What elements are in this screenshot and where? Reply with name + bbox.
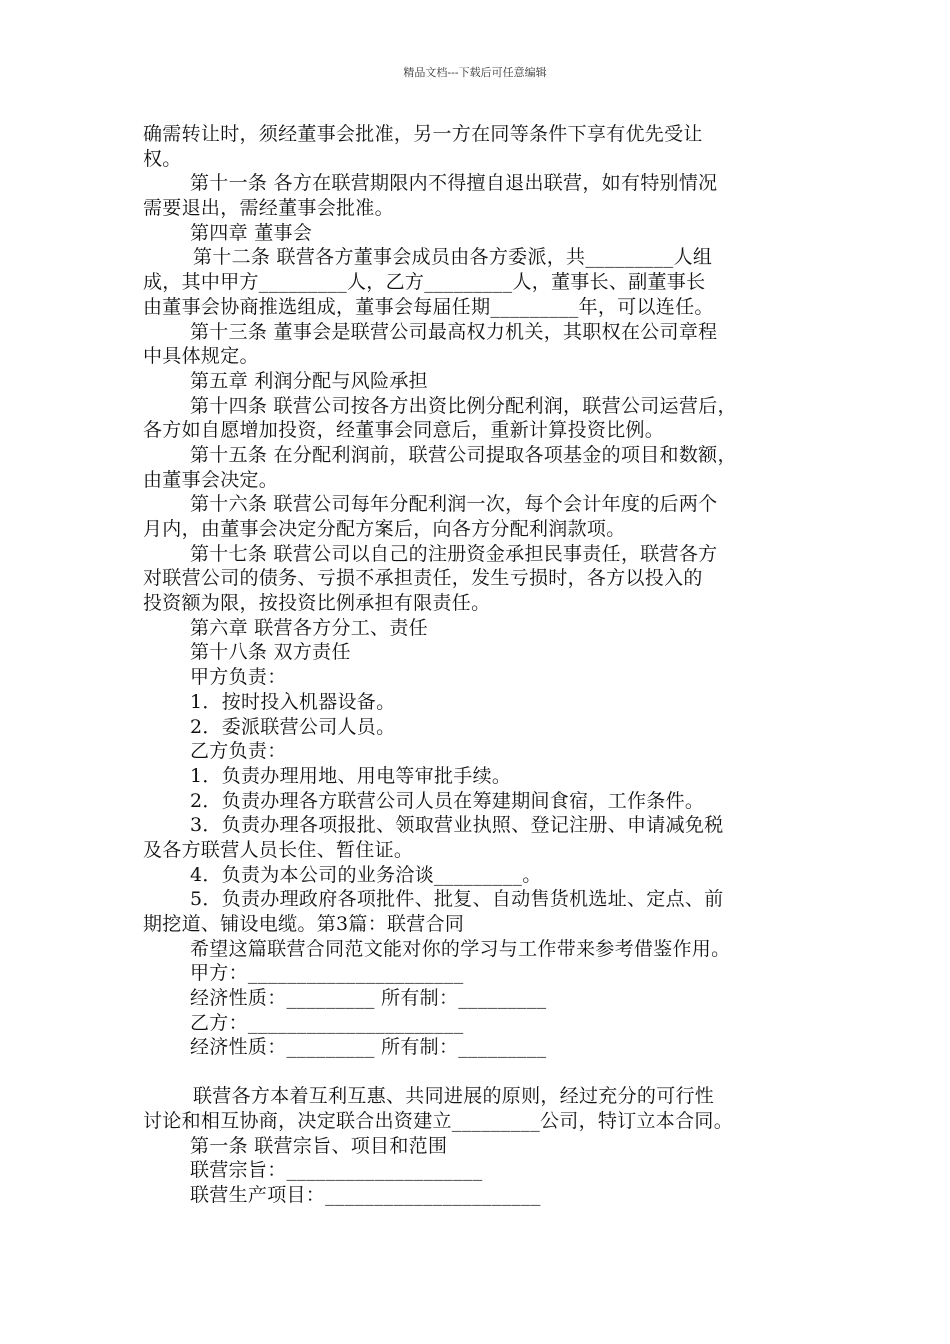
paragraph-line: 希望这篇联营合同范文能对你的学习与工作带来参考借鉴作用。: [190, 937, 731, 960]
paragraph-line: 对联营公司的债务、亏损不承担责任，发生亏损时，各方以投入的: [143, 567, 703, 590]
paragraph-line: 第六章 联营各方分工、责任: [190, 616, 428, 639]
paragraph-line: 确需转让时，须经董事会批准，另一方在同等条件下享有优先受让: [143, 123, 703, 145]
paragraph-line: 经济性质：_________ 所有制：_________: [190, 987, 547, 1010]
document-body: [143, 122, 815, 1208]
paragraph-line: 联营生产项目：______________________: [190, 1183, 541, 1206]
paragraph-line: 经济性质：_________ 所有制：_________: [190, 1036, 547, 1059]
paragraph-line: 第十六条 联营公司每年分配利润一次，每个会计年度的后两个: [190, 493, 718, 516]
paragraph-line: 1．负责办理用地、用电等审批手续。: [190, 764, 512, 787]
paragraph-line: 第十七条 联营公司以自己的注册资金承担民事责任，联营各方: [190, 542, 718, 565]
paragraph-line: 由董事会决定。: [143, 468, 279, 491]
paragraph-line: 甲方负责：: [190, 666, 287, 689]
paragraph-line: 第十八条 双方责任: [190, 641, 351, 664]
paragraph-line: 5．负责办理政府各项批件、批复、自动售货机选址、定点、前: [190, 888, 724, 911]
paragraph-line: 2．委派联营公司人员。: [190, 715, 396, 738]
paragraph-line: 4．负责为本公司的业务洽谈_________。: [190, 863, 542, 886]
paragraph-line: 甲方：______________________: [190, 962, 464, 985]
paragraph-line: 3．负责办理各项报批、领取营业执照、登记注册、申请减免税: [190, 814, 724, 837]
paragraph-line: 2．负责办理各方联营公司人员在筹建期间食宿，工作条件。: [190, 789, 705, 812]
paragraph-line: 第十四条 联营公司按各方出资比例分配利润，联营公司运营后，: [190, 394, 737, 417]
paragraph-line: 由董事会协商推选组成，董事会每届任期_________年，可以连任。: [143, 295, 714, 318]
paragraph-line: 第一条 联营宗旨、项目和范围: [190, 1134, 448, 1157]
paragraph-line: 1．按时投入机器设备。: [190, 690, 396, 713]
paragraph-line: 第十五条 在分配利润前，联营公司提取各项基金的项目和数额，: [190, 443, 737, 466]
paragraph-line: 月内，由董事会决定分配方案后，向各方分配利润款项。: [143, 518, 626, 540]
paragraph-line: 成，其中甲方_________人，乙方_________人，董事长、副董事长: [143, 271, 706, 294]
paragraph-line: 乙方：______________________: [190, 1011, 464, 1034]
page-header: 精品文档---下载后可任意编辑: [403, 66, 547, 79]
paragraph-line: 第五章 利润分配与风险承担: [190, 369, 428, 392]
paragraph-line: 第十一条 各方在联营期限内不得擅自退出联营，如有特别情况: [190, 172, 718, 195]
paragraph-line: 中具体规定。: [143, 345, 259, 368]
paragraph-line: 联营宗旨：____________________: [190, 1159, 483, 1182]
blank-line: [143, 1060, 815, 1084]
paragraph-line: 讨论和相互协商，决定联合出资建立_________公司，特订立本合同。: [143, 1109, 734, 1132]
paragraph-line: 及各方联营人员长住、暂住证。: [143, 838, 414, 861]
paragraph-line: 第四章 董事会: [190, 221, 313, 244]
paragraph-line: 第十三条 董事会是联营公司最高权力机关，其职权在公司章程: [190, 320, 718, 343]
paragraph-line: 投资额为限，按投资比例承担有限责任。: [143, 592, 491, 615]
paragraph-line: 乙方负责：: [190, 740, 287, 763]
paragraph-line: 需要退出，需经董事会批准。: [143, 197, 394, 220]
paragraph-line: 第十二条 联营各方董事会成员由各方委派，共_________人组: [193, 246, 713, 269]
paragraph-line: 权。: [143, 147, 182, 170]
paragraph-line: 期挖道、铺设电缆。第3篇：联营合同: [143, 913, 465, 935]
paragraph-line: 各方如自愿增加投资，经董事会同意后，重新计算投资比例。: [143, 419, 665, 442]
paragraph-line: 联营各方本着互利互惠、共同进展的原则，经过充分的可行性: [193, 1085, 715, 1108]
